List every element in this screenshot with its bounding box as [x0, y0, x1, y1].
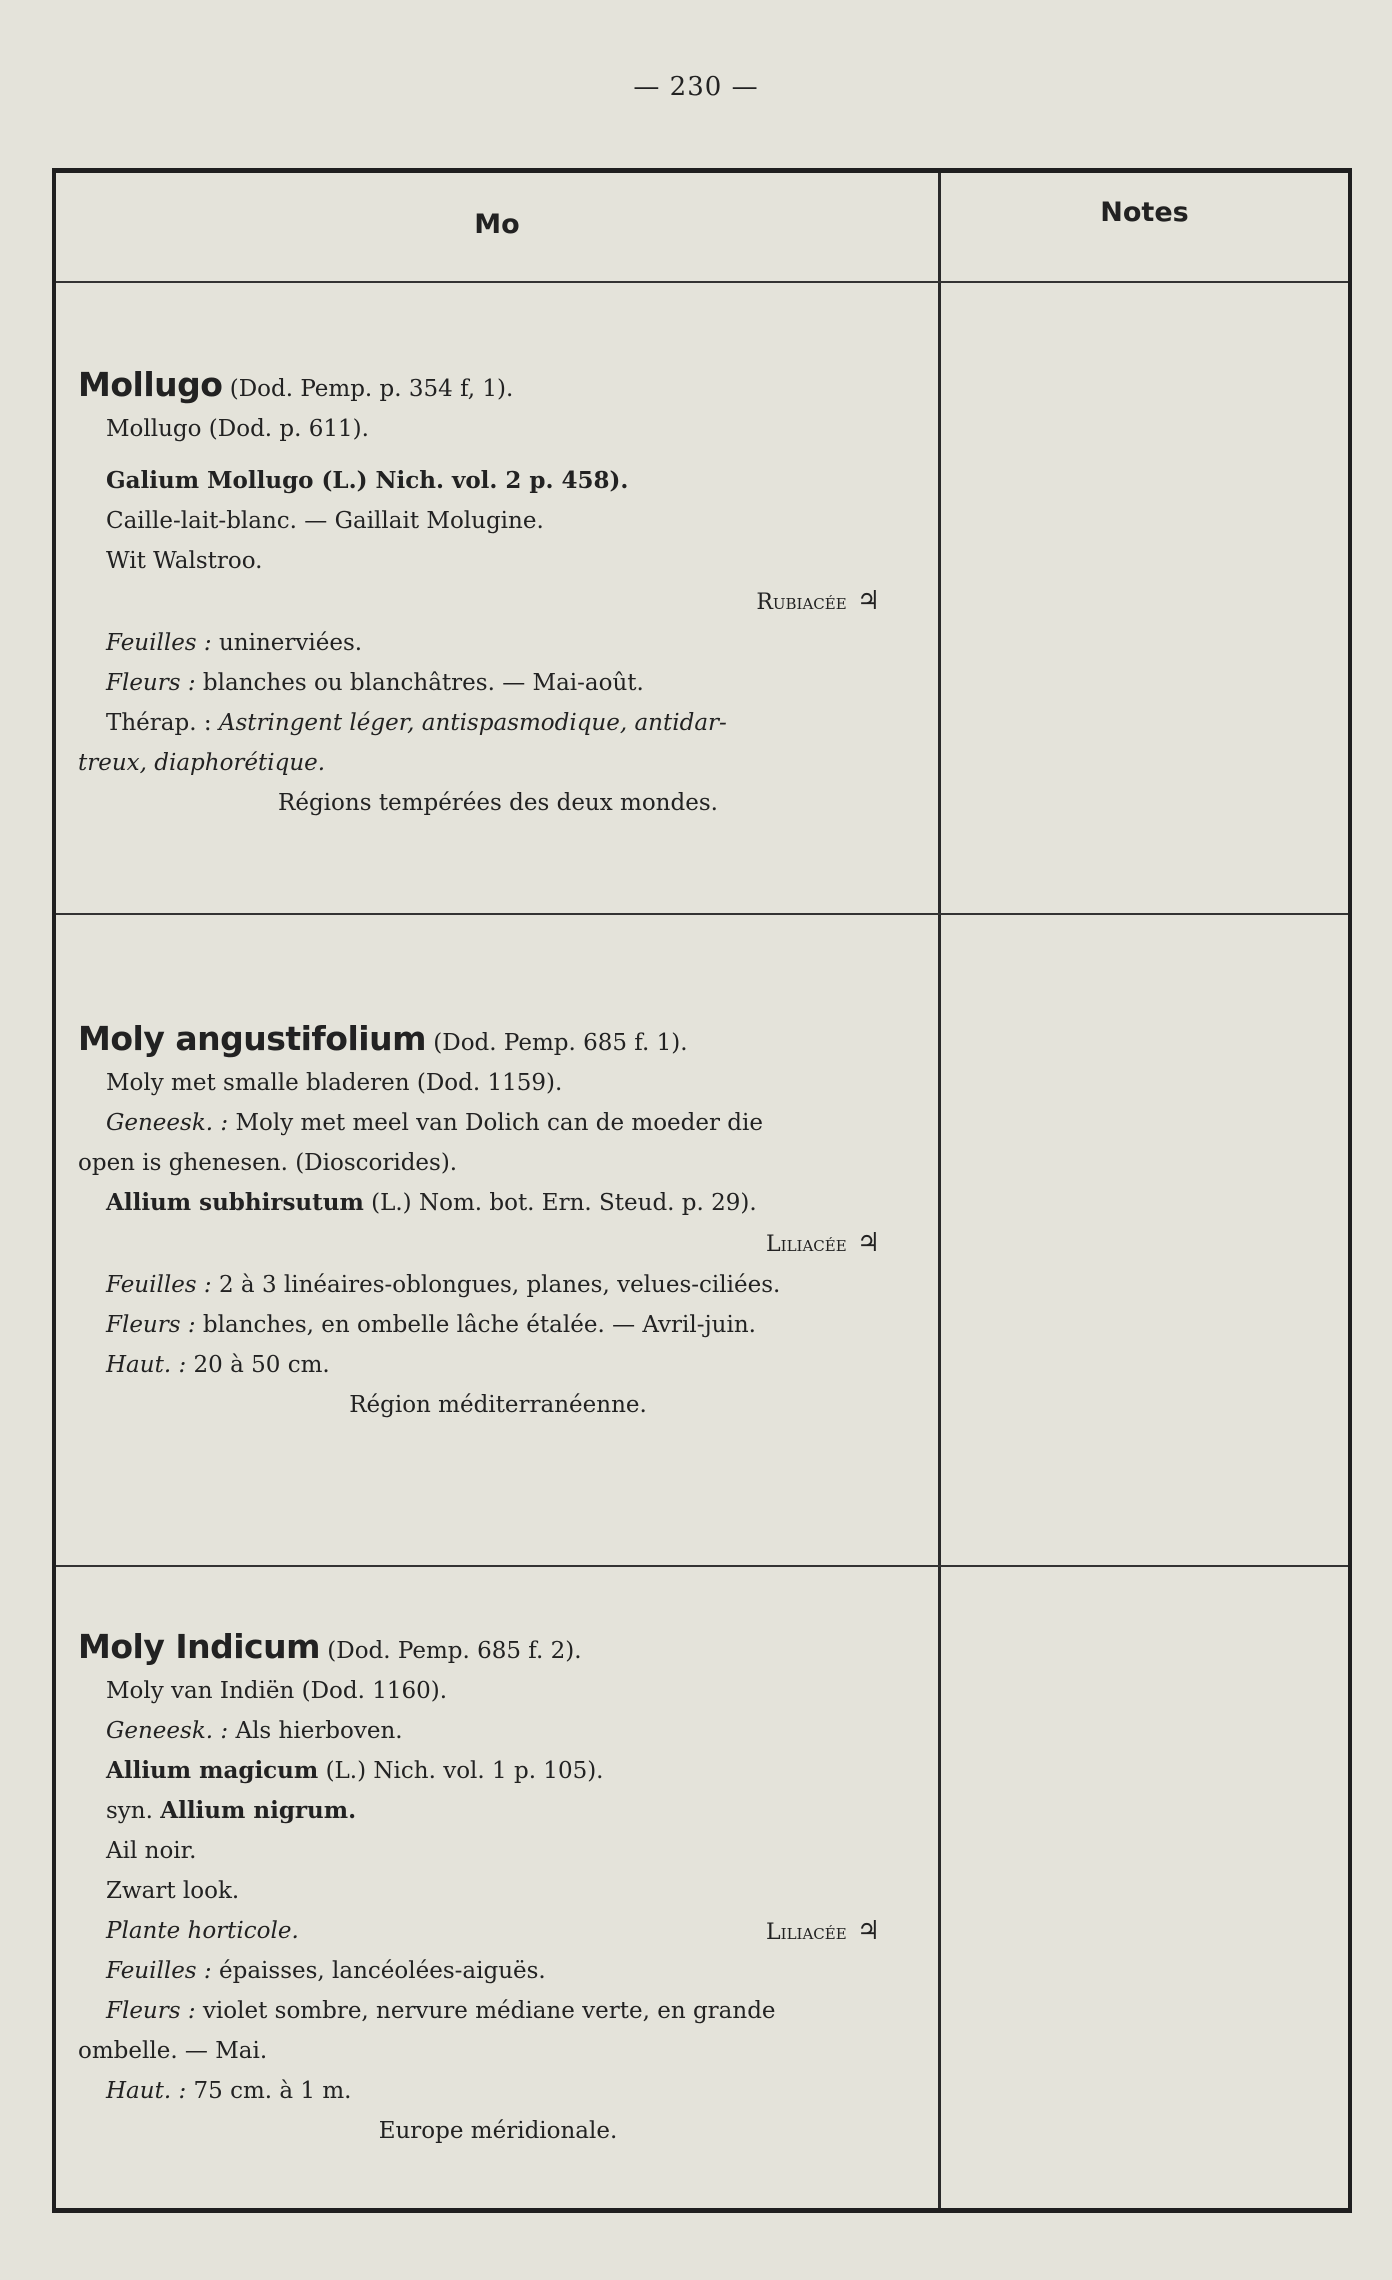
allium-name: Allium magicum: [106, 1757, 319, 1784]
entry-line: Wit Walstroo.: [106, 548, 263, 574]
fleurs-text-cont: ombelle. — Mai.: [78, 2038, 268, 2064]
therap-text-cont: treux, diaphorétique.: [78, 750, 326, 776]
haut-text: 20 à 50 cm.: [193, 1352, 330, 1378]
row-rule: [56, 1565, 1348, 1567]
plante-text: Plante horticole.: [106, 1918, 299, 1944]
entry-line: Moly met smalle bladeren (Dod. 1159).: [106, 1070, 563, 1096]
entry-mollugo: [78, 365, 918, 823]
entry-reference: (Dod. Pemp. 685 f. 2).: [327, 1638, 582, 1664]
syn-text: Allium nigrum.: [160, 1797, 357, 1824]
feuilles-text: épaisses, lancéolées-aiguës.: [218, 1958, 546, 1984]
allium-name: Allium subhirsutum: [106, 1189, 364, 1216]
row-rule: [56, 913, 1348, 915]
feuilles-label: Feuilles :: [106, 630, 212, 656]
haut-label: Haut. :: [106, 2078, 187, 2104]
entry-title: Moly angustifolium: [78, 1019, 426, 1058]
family-name: Liliacée: [766, 1920, 847, 1945]
column-header-mo: Mo: [474, 209, 520, 240]
fleurs-label: Fleurs :: [106, 1312, 196, 1338]
syn-label: syn.: [106, 1798, 153, 1824]
haut-text: 75 cm. à 1 m.: [193, 2078, 352, 2104]
header-rule: [56, 281, 1348, 283]
perennial-symbol: ♃: [856, 586, 880, 616]
perennial-symbol: ♃: [856, 1916, 880, 1946]
family-label: [766, 1911, 918, 1953]
common-name-fr: Ail noir.: [106, 1838, 197, 1864]
fleurs-text: violet sombre, nervure médiane verte, en grande: [202, 1998, 776, 2024]
column-header-notes: Notes: [1100, 197, 1189, 228]
allium-reference: (L.) Nich. vol. 1 p. 105).: [325, 1758, 604, 1784]
family-name: Liliacée: [766, 1232, 847, 1257]
entry-moly-indicum: [78, 1627, 918, 2151]
entry-line: Mollugo (Dod. p. 611).: [106, 416, 369, 442]
fleurs-text: blanches, en ombelle lâche étalée. — Avril-juin.: [202, 1312, 756, 1338]
column-divider: [938, 173, 941, 2208]
family-label: [78, 581, 918, 623]
entry-title: Mollugo: [78, 365, 223, 404]
entry-reference: (Dod. Pemp. p. 354 f, 1).: [229, 376, 514, 402]
geneesk-text: Als hierboven.: [235, 1718, 403, 1744]
allium-reference: (L.) Nom. bot. Ern. Steud. p. 29).: [371, 1190, 757, 1216]
page-number: — 230 —: [633, 72, 759, 102]
geneesk-label: Geneesk. :: [106, 1110, 229, 1136]
feuilles-text: uninerviées.: [218, 630, 363, 656]
entry-reference: (Dod. Pemp. 685 f. 1).: [433, 1030, 688, 1056]
perennial-symbol: ♃: [856, 1228, 880, 1258]
haut-label: Haut. :: [106, 1352, 187, 1378]
common-name-nl: Zwart look.: [106, 1878, 240, 1904]
plant-table: [52, 168, 1352, 2213]
family-name: Rubiacée: [756, 590, 847, 615]
entry-moly-angustifolium: [78, 1019, 918, 1425]
geneesk-label: Geneesk. :: [106, 1718, 229, 1744]
region-text: Régions tempérées des deux mondes.: [278, 790, 718, 816]
geneesk-text-cont: open is ghenesen. (Dioscorides).: [78, 1150, 458, 1176]
feuilles-label: Feuilles :: [106, 1272, 212, 1298]
entry-line: Caille-lait-blanc. — Gaillait Molugine.: [106, 508, 544, 534]
fleurs-text: blanches ou blanchâtres. — Mai-août.: [202, 670, 644, 696]
feuilles-text: 2 à 3 linéaires-oblongues, planes, velues-ciliées.: [218, 1272, 781, 1298]
therap-text: Astringent léger, antispasmodique, antidar-: [218, 710, 727, 736]
fleurs-label: Fleurs :: [106, 1998, 196, 2024]
therap-label: Thérap. :: [106, 710, 212, 736]
family-label: [78, 1223, 918, 1265]
region-text: Europe méridionale.: [378, 2118, 618, 2144]
entry-line: Moly van Indiën (Dod. 1160).: [106, 1678, 448, 1704]
entry-title: Moly Indicum: [78, 1627, 320, 1666]
geneesk-text: Moly met meel van Dolich can de moeder die: [235, 1110, 763, 1136]
entry-line: Galium Mollugo (L.) Nich. vol. 2 p. 458).: [106, 467, 629, 494]
region-text: Région méditerranéenne.: [349, 1392, 647, 1418]
fleurs-label: Fleurs :: [106, 670, 196, 696]
feuilles-label: Feuilles :: [106, 1958, 212, 1984]
